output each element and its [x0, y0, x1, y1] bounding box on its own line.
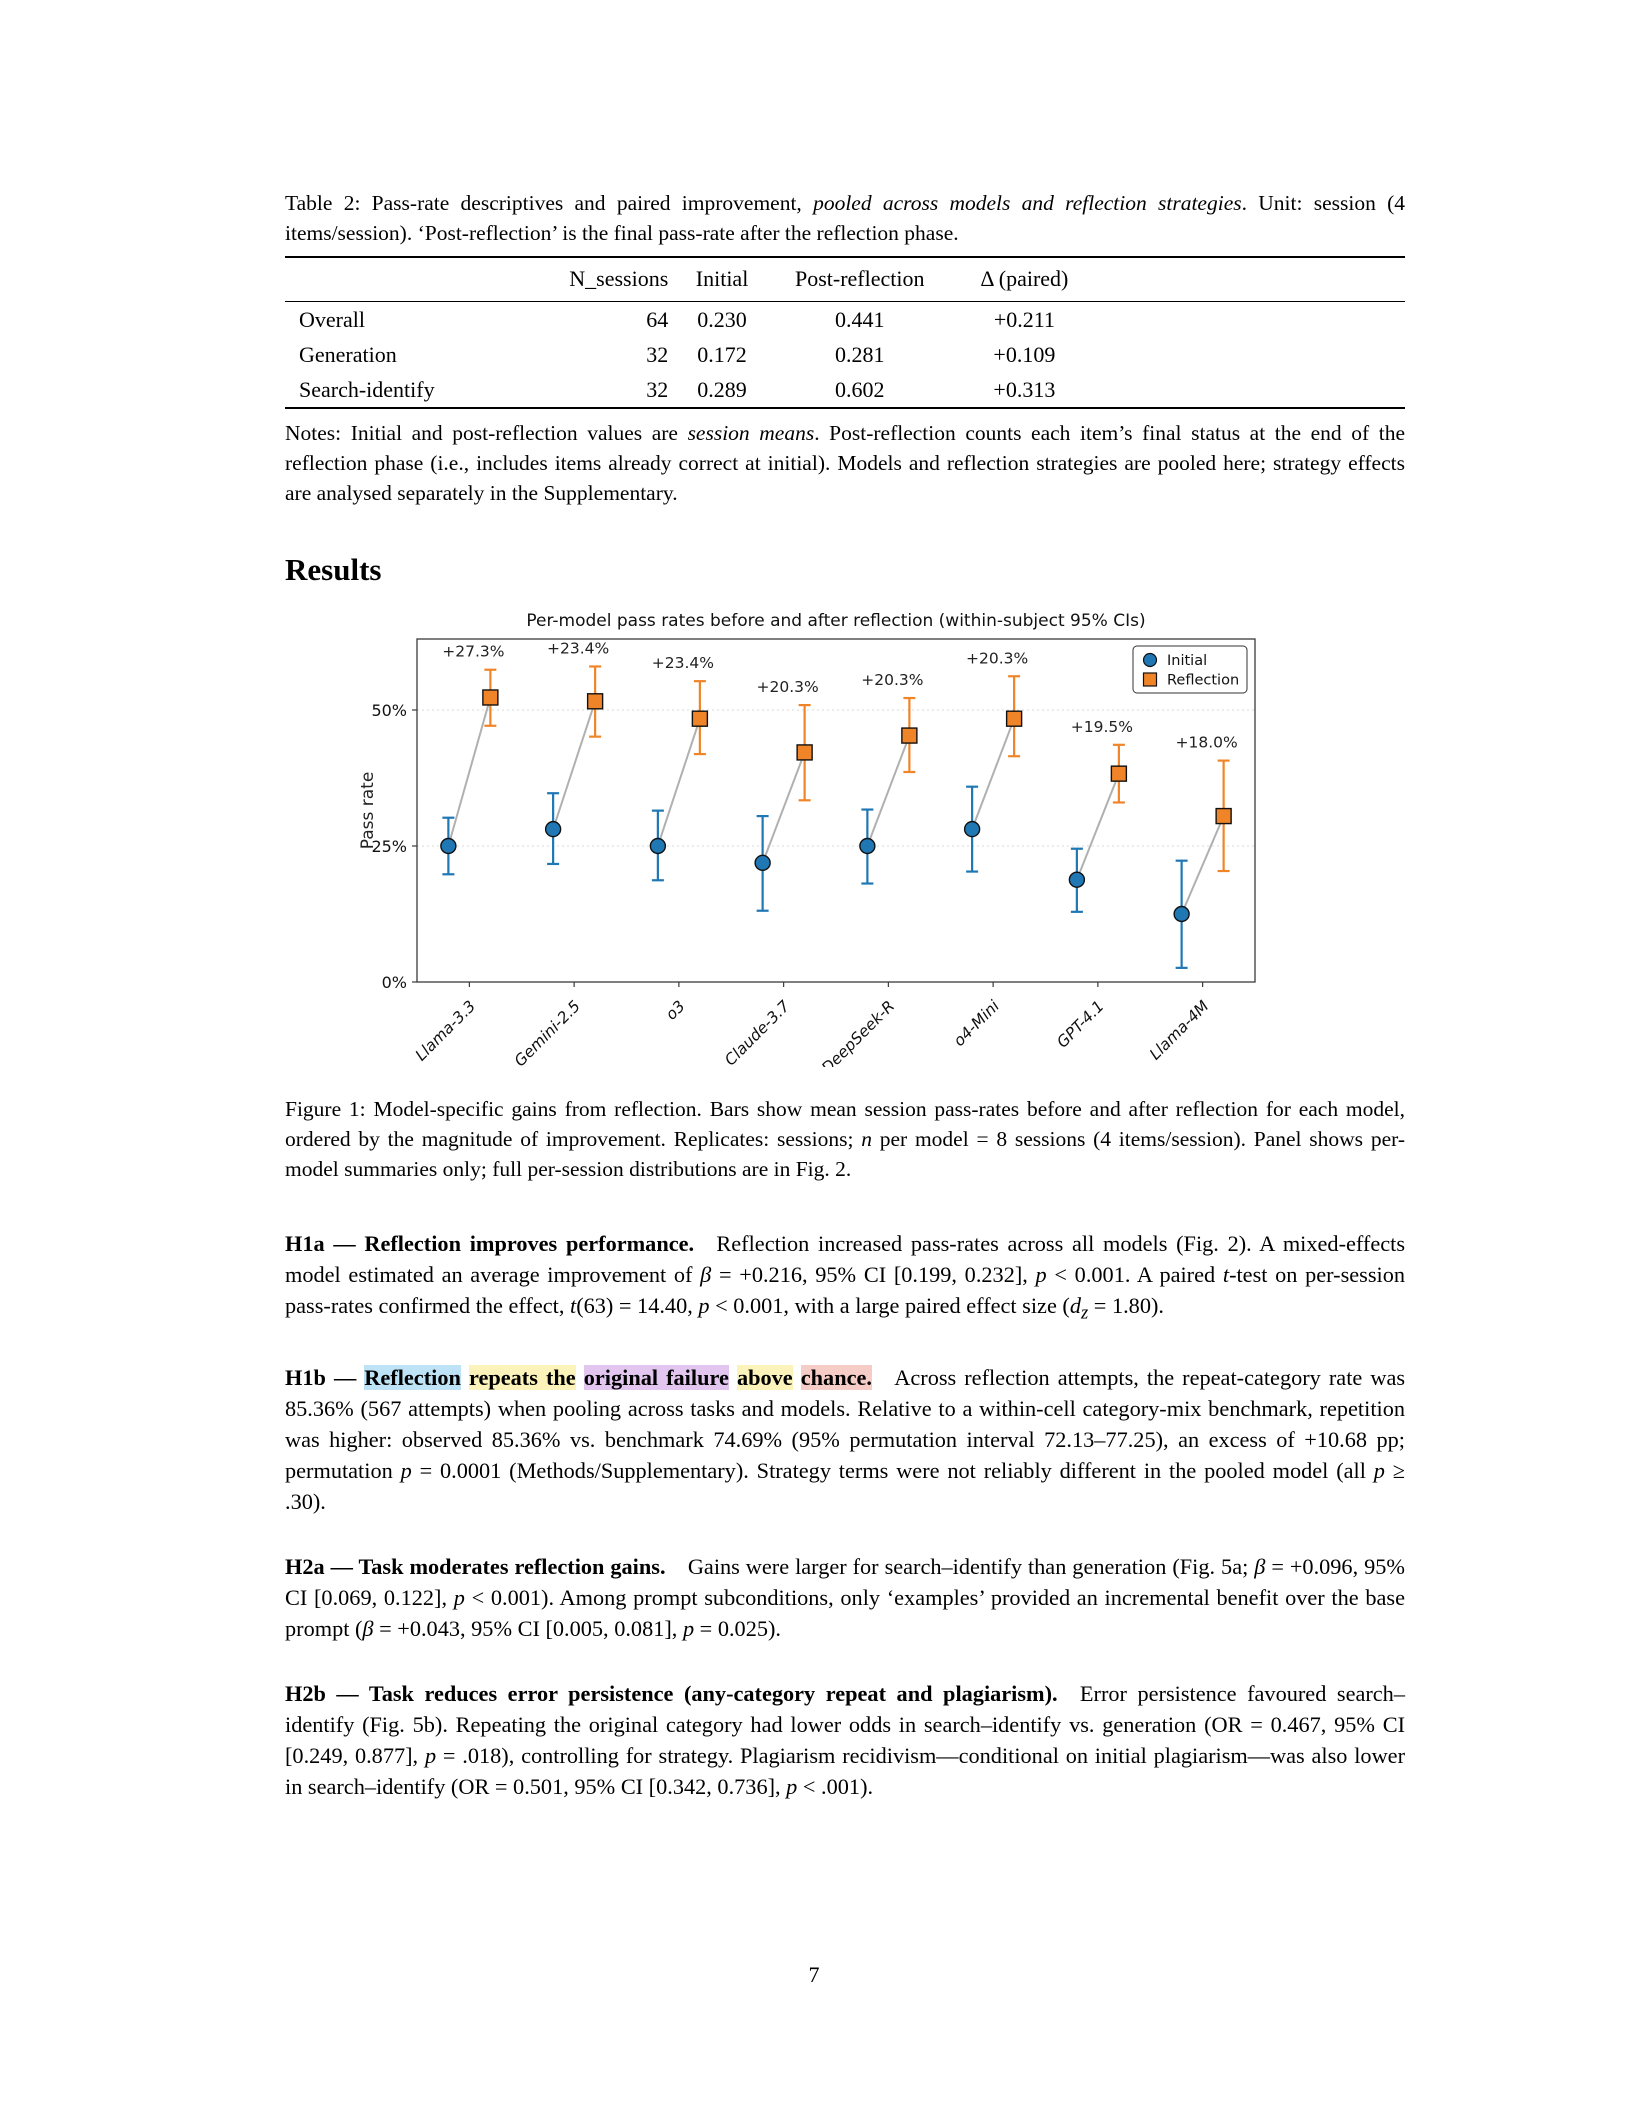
text-segment: original failure: [583, 1365, 729, 1391]
chart-title: Per-model pass rates before and after reflection (within-subject 95% CIs): [526, 612, 1146, 631]
text-segment: (63) = 14.40,: [576, 1293, 699, 1318]
delta-label: +20.3%: [966, 649, 1029, 668]
table2-col-header: N_sessions: [511, 257, 682, 302]
delta-label: +27.3%: [442, 642, 505, 661]
initial-point: [441, 838, 456, 853]
table-row: [285, 302, 1405, 338]
text-segment: β: [1254, 1554, 1266, 1580]
connector-line: [448, 697, 490, 846]
paragraph-h2b: [285, 1678, 1405, 1802]
text-segment: z: [1081, 1302, 1089, 1324]
initial-point: [755, 855, 770, 870]
text-segment: ≥ .30).: [285, 1458, 1406, 1515]
connector-line: [658, 719, 700, 846]
table2-cell: 32: [646, 377, 669, 402]
delta-label: +20.3%: [756, 678, 819, 697]
initial-point: [965, 822, 980, 837]
reflection-point: [797, 745, 812, 760]
text-segment: p: [1035, 1262, 1047, 1287]
initial-point: [860, 838, 875, 853]
table2-cell: Generation: [299, 342, 397, 367]
text-segment: H1b —: [285, 1365, 365, 1391]
text-segment: p: [698, 1293, 710, 1318]
text-segment: [793, 1365, 801, 1390]
text-segment: Reflection: [364, 1365, 461, 1391]
text-segment: chance.: [800, 1365, 872, 1391]
paragraph-h2a: [285, 1551, 1405, 1644]
text-segment: = 0.025).: [694, 1616, 781, 1642]
table2-cell: +0.109: [993, 342, 1056, 367]
figure1-chart: [355, 612, 1260, 1067]
paragraph-h1a: [285, 1228, 1405, 1328]
table2-cell: [1091, 337, 1405, 372]
results-heading: Results: [285, 552, 382, 587]
x-tick-label: o3: [662, 997, 689, 1024]
table2-cell: +0.313: [993, 377, 1056, 402]
text-segment: < 0.001). Among prompt subconditions, only ‘examples’ provided an incremental benefit over the base prompt (: [285, 1585, 1405, 1642]
y-tick-label: 25%: [371, 836, 407, 856]
table2-col-header: Initial: [682, 257, 761, 302]
text-segment: Error persistence favoured search–identify (Fig. 5b). Repeating the original category had lower odds in search–identify vs. generation (OR = 0.467, 95% CI [0.249, 0.877],: [285, 1681, 1405, 1769]
text-segment: p: [682, 1616, 695, 1642]
text-segment: [461, 1365, 469, 1390]
table2-notes: [285, 418, 1405, 508]
reflection-point: [902, 728, 917, 743]
connector-line: [1077, 774, 1119, 880]
text-segment: Across reflection attempts, the repeat-category rate was 85.36% (567 attempts) when pooling across tasks and models. Relative to a within-cell category-mix benchmark, repetition was higher: observed 85.36% vs. benchmark 74.69% (95% permutation interval 72.13–77.25), an excess of +10.68 pp; permutation: [285, 1365, 1406, 1484]
text-segment: p: [400, 1458, 412, 1484]
text-segment: pooled across models and reflection strategies: [813, 191, 1242, 215]
text-segment: . Unit: session (4 items/session). ‘Post-reflection’ is the final pass-rate after the reflection phase.: [285, 191, 1405, 245]
text-segment: β: [362, 1616, 374, 1642]
text-segment: -test on per-session pass-rates confirmed the effect,: [285, 1262, 1406, 1318]
initial-point: [1174, 906, 1189, 921]
legend-reflection-label: Reflection: [1167, 672, 1240, 689]
table2-cell: 64: [646, 307, 669, 332]
table2-col-header: [285, 257, 511, 302]
table2-cell: [1091, 302, 1405, 338]
delta-label: +18.0%: [1175, 733, 1238, 752]
y-tick-label: 0%: [381, 973, 407, 992]
page-number: 7: [808, 1962, 820, 1987]
paragraph-h1b: [285, 1362, 1405, 1517]
table-row: [285, 372, 1405, 408]
table2-cell: 32: [646, 342, 669, 367]
table2-col-header: Δ (paired): [958, 257, 1091, 302]
delta-label: +20.3%: [861, 671, 924, 690]
text-segment: Notes: Initial and post-reflection values are: [285, 421, 688, 445]
table2: [285, 256, 1405, 409]
text-segment: d: [1069, 1293, 1081, 1318]
text-segment: = 1.80).: [1088, 1293, 1164, 1318]
table2-cell: Search-identify: [299, 377, 435, 402]
text-segment: = .018), controlling for strategy. Plagiarism recidivism—conditional on initial plagiarism—was also lower in search–identify (OR = 0.501, 95% CI [0.342, 0.736],: [285, 1743, 1405, 1800]
table2-header: [285, 257, 1405, 302]
table2-cell: Overall: [299, 307, 365, 332]
plot-frame: [417, 639, 1255, 982]
table2-cell: 0.172: [697, 342, 747, 367]
table2-col-header: Post-reflection: [762, 257, 958, 302]
legend-initial-marker: [1144, 654, 1157, 667]
y-axis-label: Pass rate: [358, 771, 378, 850]
x-tick-label: Llama-3.3: [411, 997, 480, 1065]
table-row: [285, 337, 1405, 372]
x-tick-label: GPT-4.1: [1053, 997, 1108, 1052]
text-segment: . Post-reflection counts each item’s final status at the end of the reflection phase (i.e., includes items already correct at initial). Models and reflection strategies are pooled here; strategy effects are analysed separately in the Supplementary.: [285, 421, 1405, 505]
connector-line: [1182, 816, 1224, 914]
x-tick-label: o4-Mini: [950, 997, 1003, 1050]
text-segment: Reflection increased pass-rates across all models (Fig. 2). A mixed-effects model estimated an average improvement of: [285, 1231, 1405, 1287]
text-segment: p: [1373, 1458, 1385, 1484]
initial-point: [546, 822, 561, 837]
table2-col-header: [1091, 257, 1405, 302]
reflection-point: [1216, 809, 1231, 824]
text-segment: [576, 1365, 584, 1390]
table2-cell: 0.230: [697, 307, 747, 332]
table2-cell: 0.289: [697, 377, 747, 402]
text-segment: [729, 1365, 737, 1390]
reflection-point: [1111, 766, 1126, 781]
table2-caption: [285, 0, 1405, 248]
y-tick-label: 50%: [371, 700, 407, 720]
initial-point: [1069, 872, 1084, 887]
text-segment: t: [1222, 1262, 1230, 1287]
initial-point: [650, 838, 665, 853]
text-segment: p: [786, 1774, 798, 1800]
reflection-point: [483, 690, 498, 705]
text-segment: n: [861, 1127, 872, 1151]
connector-line: [972, 719, 1014, 829]
text-segment: < 0.001. A paired: [1046, 1262, 1223, 1287]
text-segment: Table 2: Pass-rate descriptives and paired improvement,: [285, 191, 814, 215]
reflection-point: [1007, 711, 1022, 726]
text-segment: Figure 1: Model-specific gains from reflection. Bars show mean session pass-rates before and after reflection for each model, ordered by the magnitude of improvement. Replicates: sessions;: [285, 1097, 1405, 1151]
x-tick-label: Llama-4M: [1146, 997, 1213, 1064]
table2-cell: [1091, 372, 1405, 408]
text-segment: p: [453, 1585, 465, 1611]
table2-cell: 0.281: [835, 342, 885, 367]
x-tick-label: Claude-3.7: [721, 997, 794, 1067]
text-segment: = +0.096, 95% CI [0.069, 0.122],: [285, 1554, 1405, 1611]
text-segment: = +0.043, 95% CI [0.005, 0.081],: [373, 1616, 683, 1642]
figure1: [355, 612, 1405, 1072]
text-segment: repeats the: [468, 1365, 576, 1391]
reflection-point: [692, 711, 707, 726]
legend-reflection-marker: [1144, 673, 1157, 686]
text-segment: = 0.0001 (Methods/Supplementary). Strategy terms were not reliably different in the pooled model (all: [411, 1458, 1374, 1484]
connector-line: [867, 736, 909, 846]
text-segment: session means: [687, 421, 815, 445]
x-tick-label: Gemini-2.5: [510, 997, 584, 1067]
delta-label: +23.4%: [547, 639, 610, 658]
table2-cell: +0.211: [993, 307, 1055, 332]
reflection-point: [588, 694, 603, 709]
text-segment: H2b — Task reduces error persistence (any-category repeat and plagiarism).: [285, 1681, 1058, 1707]
delta-label: +19.5%: [1070, 717, 1133, 736]
table2-body: [285, 302, 1405, 409]
text-segment: per model = 8 sessions (4 items/session). Panel shows per-model summaries only; full per-session distributions are in Fig. 2.: [285, 1127, 1405, 1181]
table2-cell: 0.602: [835, 377, 885, 402]
x-tick-label: DeepSeek-R: [818, 997, 899, 1067]
figure1-caption: [285, 1094, 1405, 1184]
connector-line: [553, 701, 595, 829]
text-segment: < 0.001, with a large paired effect size (: [709, 1293, 1070, 1318]
text-segment: = +0.216, 95% CI [0.199, 0.232],: [711, 1262, 1036, 1287]
text-segment: p: [424, 1743, 437, 1769]
text-column: [285, 0, 1405, 1802]
text-segment: H1a — Reflection improves performance.: [285, 1231, 695, 1256]
legend-initial-label: Initial: [1167, 653, 1208, 669]
text-segment: < .001).: [797, 1774, 874, 1800]
table-header-row: [285, 257, 1405, 302]
text-segment: Gains were larger for search–identify than generation (Fig. 5a;: [665, 1554, 1255, 1580]
table2-cell: 0.441: [835, 307, 885, 332]
text-segment: t: [569, 1293, 577, 1318]
delta-label: +23.4%: [651, 654, 714, 673]
text-segment: above: [736, 1365, 793, 1391]
text-segment: H2a — Task moderates reflection gains.: [285, 1554, 666, 1580]
text-segment: β: [700, 1262, 712, 1287]
